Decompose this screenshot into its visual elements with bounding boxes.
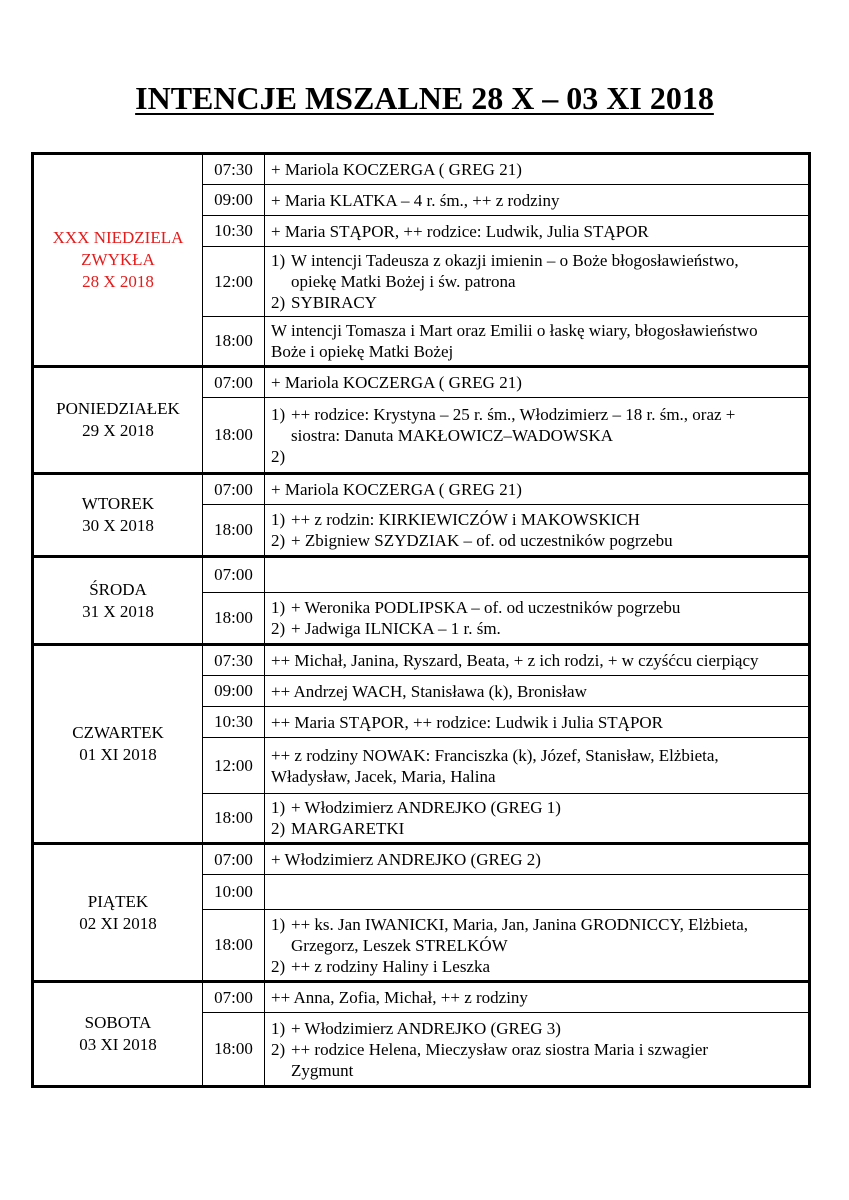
intention-number: 1) [271,798,286,817]
intention-item [271,1039,804,1081]
intention-cell [265,505,810,557]
schedule-row [33,474,810,505]
intention-number: 2) [271,956,286,976]
intention-cell [265,247,810,317]
day-label-line: WTOREK [81,494,155,513]
intention-line: + Maria KLATKA – 4 r. śm., ++ z rodziny [271,190,560,210]
day-label-line: XXX NIEDZIELA [52,228,184,247]
intention-cell [265,474,810,505]
intention-line: W intencji Tadeusza z okazji imienin – o Boże błogosławieństwo, [291,251,739,270]
intention-line: siostra: Danuta MAKŁOWICZ–WADOWSKA [291,425,614,445]
intention-line: + Jadwiga ILNICKA – 1 r. śm. [291,619,501,638]
mass-time: 18:00 [203,505,265,557]
intention-item [271,509,804,530]
intention-line: + Włodzimierz ANDREJKO (GREG 2) [271,850,541,869]
day-label-line: 29 X 2018 [82,421,154,440]
mass-time: 18:00 [203,794,265,844]
intention-line: + Mariola KOCZERGA ( GREG 21) [271,373,522,392]
intention-number: 1) [271,914,286,934]
intention-number: 2) [271,293,286,312]
schedule-row [33,367,810,398]
intention-item [271,250,804,292]
intention-line: ++ z rodzin: KIRKIEWICZÓW i MAKOWSKICH [291,510,640,529]
intention-number: 2) [271,446,286,466]
mass-time: 12:00 [203,247,265,317]
intention-cell [265,645,810,676]
intention-item [271,818,804,839]
intention-line: ++ z rodziny Haliny i Leszka [291,956,491,976]
mass-time: 07:30 [203,645,265,676]
intention-text [291,292,804,313]
day-cell [33,474,203,557]
mass-time: 07:00 [203,367,265,398]
intention-line: ++ ks. Jan IWANICKI, Maria, Jan, Janina GRODNICCY, Elżbieta, [291,914,749,934]
day-label-line: PONIEDZIAŁEK [56,399,180,418]
intention-cell [265,794,810,844]
day-label-line: 28 X 2018 [82,272,154,291]
intention-item [271,618,804,639]
intention-item [271,797,804,818]
intention-line: + Mariola KOCZERGA ( GREG 21) [271,160,522,179]
intention-text [291,404,804,446]
day-label-line: 01 XI 2018 [79,745,157,764]
intention-line: + Mariola KOCZERGA ( GREG 21) [271,480,522,499]
intention-cell [265,367,810,398]
mass-time: 18:00 [203,1013,265,1087]
intention-number: 2) [271,819,286,838]
day-label-line: 31 X 2018 [82,601,154,621]
intention-text [291,446,804,467]
mass-time: 07:30 [203,154,265,185]
intention-text [291,1018,804,1039]
intention-line: ++ Michał, Janina, Ryszard, Beata, + z ich rodzi, + w czyśćcu cierpiący [271,651,759,670]
mass-time: 09:00 [203,676,265,707]
page-title-text: INTENCJE MSZALNE 28 X – 03 XI 2018 [135,80,714,116]
intention-cell [265,185,810,216]
intention-line: ++ rodzice Helena, Mieczysław oraz siostra Maria i szwagier [291,1039,709,1059]
day-label-line: 02 XI 2018 [79,913,157,933]
intention-line: + Maria STĄPOR, ++ rodzice: Ludwik, Julia STĄPOR [271,221,649,241]
mass-time: 07:00 [203,474,265,505]
schedule-body [33,154,810,1087]
intention-number: 1) [271,1018,286,1038]
intention-cell [265,982,810,1013]
intention-line: Zygmunt [291,1060,354,1080]
intention-line: + Zbigniew SZYDZIAK – of. od uczestników pogrzebu [291,531,673,550]
intention-cell [265,216,810,247]
mass-time: 12:00 [203,738,265,794]
day-label-line: ŚRODA [89,579,147,599]
mass-time: 18:00 [203,593,265,645]
intention-line: ++ Andrzej WACH, Stanisława (k), Bronisław [271,681,587,701]
intention-cell [265,1013,810,1087]
intention-line: + Włodzimierz ANDREJKO (GREG 1) [291,798,561,817]
page-title [0,78,849,118]
schedule-row [33,844,810,875]
intention-cell [265,593,810,645]
intention-line: + Włodzimierz ANDREJKO (GREG 3) [291,1018,561,1038]
day-label-line: CZWARTEK [72,723,164,742]
intention-line: ++ Maria STĄPOR, ++ rodzice: Ludwik i Julia STĄPOR [271,712,664,732]
intention-cell [265,317,810,367]
intention-text [291,618,804,639]
mass-time: 09:00 [203,185,265,216]
intention-text [291,530,804,551]
intention-number: 1) [271,598,286,617]
schedule-row [33,154,810,185]
intention-item [271,530,804,551]
intention-line: SYBIRACY [291,293,377,312]
intention-cell [265,398,810,474]
intention-number: 2) [271,1039,286,1059]
intention-cell [265,910,810,982]
mass-time: 07:00 [203,557,265,593]
intention-number: 2) [271,619,286,638]
intention-cell [265,844,810,875]
mass-time: 10:00 [203,875,265,910]
intention-text [291,1039,804,1081]
mass-time: 10:30 [203,216,265,247]
schedule-row [33,645,810,676]
day-label-line: ZWYKŁA [81,250,155,269]
day-cell [33,557,203,645]
mass-time: 18:00 [203,910,265,982]
intention-line: ++ rodzice: Krystyna – 25 r. śm., Włodzimierz – 18 r. śm., oraz + [291,404,736,424]
day-label-line: 03 XI 2018 [79,1035,157,1054]
intention-text [291,914,804,956]
day-cell [33,154,203,367]
intention-line: W intencji Tomasza i Mart oraz Emilii o łaskę wiary, błogosławieństwo [271,321,758,340]
intention-line: MARGARETKI [291,819,405,838]
day-label-line: PIĄTEK [87,891,149,911]
intention-line: ++ z rodziny NOWAK: Franciszka (k), Józef, Stanisław, Elżbieta, [271,745,719,765]
intention-line: ++ Anna, Zofia, Michał, ++ z rodziny [271,988,528,1007]
intention-line: Grzegorz, Leszek STRELKÓW [291,935,508,955]
intention-line: Boże i opiekę Matki Bożej [271,342,454,361]
intention-item [271,597,804,618]
intention-cell [265,738,810,794]
mass-time: 07:00 [203,844,265,875]
intention-cell [265,154,810,185]
intention-text [291,250,804,292]
mass-time: 18:00 [203,317,265,367]
mass-time: 07:00 [203,982,265,1013]
intention-cell [265,676,810,707]
intention-line: + Weronika PODLIPSKA – of. od uczestników pogrzebu [291,598,681,617]
schedule-row [33,557,810,593]
intention-item [271,914,804,956]
day-cell [33,844,203,982]
intention-text [291,818,804,839]
intention-text [291,956,804,977]
day-cell [33,645,203,844]
intention-number: 1) [271,251,286,270]
schedule-row [33,982,810,1013]
intention-cell [265,557,810,593]
intention-text [291,597,804,618]
mass-time: 18:00 [203,398,265,474]
intention-item [271,1018,804,1039]
intention-text [291,509,804,530]
intention-number: 1) [271,404,286,424]
intention-cell [265,707,810,738]
day-label-line: SOBOTA [84,1013,152,1032]
intention-item [271,292,804,313]
intention-number: 2) [271,531,286,550]
intention-line [291,446,804,467]
day-cell [33,982,203,1087]
day-cell [33,367,203,474]
intention-number: 1) [271,510,286,529]
intention-item [271,446,804,467]
intention-item [271,956,804,977]
day-label-line: 30 X 2018 [82,516,154,535]
intention-item [271,404,804,446]
intention-cell [265,875,810,910]
mass-time: 10:30 [203,707,265,738]
intention-line: opiekę Matki Bożej i św. patrona [291,272,516,291]
intention-line: Władysław, Jacek, Maria, Halina [271,766,496,786]
mass-intentions-table [31,152,811,1088]
intention-text [291,797,804,818]
